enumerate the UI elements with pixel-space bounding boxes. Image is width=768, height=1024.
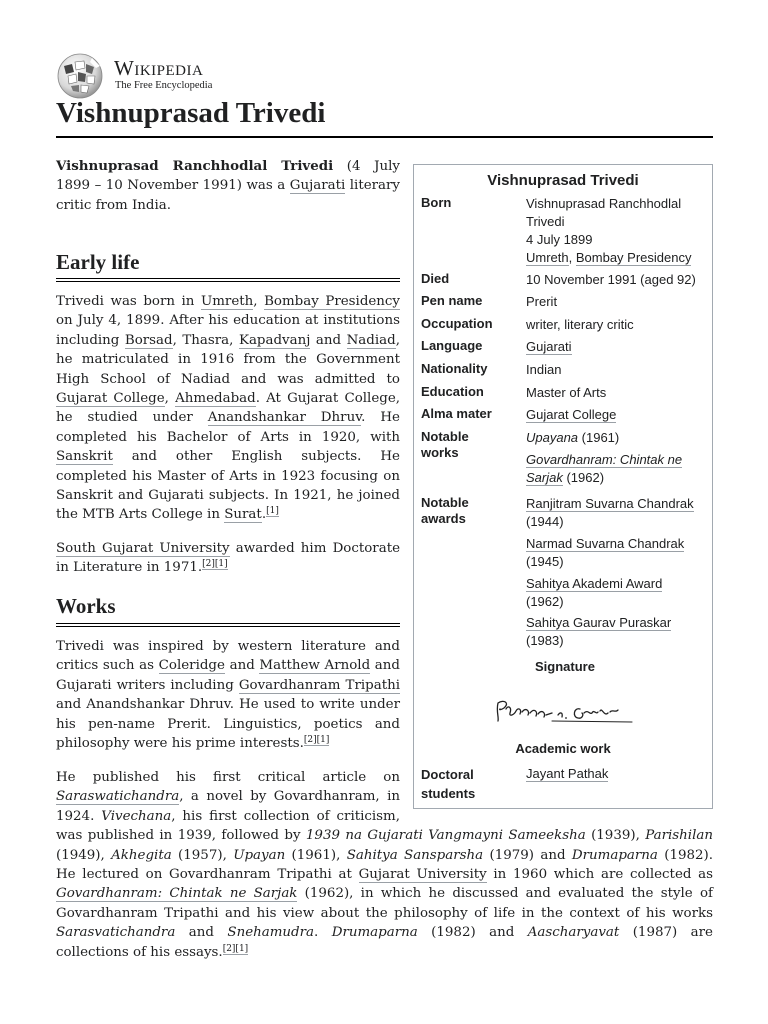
reference-link[interactable]: [2][1] <box>202 559 228 570</box>
infobox-value: writer, literary critic <box>526 317 634 332</box>
link-gujarati[interactable]: Gujarati <box>289 178 346 194</box>
section-divider <box>56 623 400 627</box>
title-divider <box>56 136 713 138</box>
infobox-academic-heading: Academic work <box>515 741 611 756</box>
infobox-value <box>526 765 708 783</box>
subject-name: Vishnuprasad Ranchhodlal Trivedi <box>56 158 334 174</box>
infobox-signature-heading: Signature <box>535 659 595 674</box>
infobox-value: Prerit <box>526 294 558 309</box>
reference-link[interactable]: [1] <box>266 506 279 517</box>
infobox <box>413 164 713 809</box>
link-gujarat-college[interactable]: Gujarat College <box>56 391 165 407</box>
infobox-label: Doctoral students <box>421 767 476 801</box>
infobox-label: Pen name <box>421 293 483 308</box>
link-gujarati[interactable]: Gujarati <box>526 339 572 354</box>
link-saraswatichandra[interactable]: Saraswatichandra <box>56 789 180 805</box>
link-umreth[interactable]: Umreth <box>200 294 254 309</box>
section-heading-works: Works <box>56 594 116 618</box>
section-heading-early-life: Early life <box>56 250 140 274</box>
infobox-value: Indian <box>526 362 562 377</box>
infobox-title: Vishnuprasad Trivedi <box>487 172 639 189</box>
infobox-value <box>526 406 708 424</box>
infobox-value: Upayana (1961) Govardhanram: Chintak ne Sarjak (1962) <box>526 430 683 485</box>
infobox-value: Ranjitram Suvarna Chandrak (1944) Narmad Suvarna Chandrak (1945) Sahitya Akademi Award (1962) Sahitya Gaurav Puraskar (1983) <box>526 496 694 648</box>
link-surat[interactable]: Surat <box>224 507 262 523</box>
works-paragraph-1: Trivedi was inspired by western literature and critics such as Coleridge and Matthew Arnold and Gujarati writers including Govardhanram Tripathi and Anandshankar Dhruv. He used to write under his pen-name Prerit. Linguistics, poetics and philosophy were his prime interests.[2][1] <box>56 639 400 752</box>
link-bombay-presidency[interactable]: Bombay Presidency <box>575 250 692 265</box>
infobox-value: Vishnuprasad Ranchhodlal Trivedi 4 July 1899 Umreth, Bombay Presidency <box>526 196 692 265</box>
link-narmad-suvarna-chandrak[interactable]: Narmad Suvarna Chandrak <box>526 536 685 551</box>
early-life-paragraph-2: South Gujarat University awarded him Doctorate in Literature in 1971.[2][1] <box>56 540 400 576</box>
early-life-section <box>56 292 400 578</box>
link-matthew-arnold[interactable]: Matthew Arnold <box>259 658 371 674</box>
lead-paragraph: Vishnuprasad Ranchhodlal Trivedi (4 July 1899 – 10 November 1991) was a Gujarati literary critic from India. <box>56 158 400 213</box>
link-anandshankar-dhruv[interactable]: Anandshankar Dhruv <box>207 410 362 426</box>
infobox-label: Died <box>421 271 450 286</box>
infobox-label: Education <box>421 384 484 399</box>
link-nadiad[interactable]: Nadiad <box>346 332 396 348</box>
infobox-label: Occupation <box>421 316 493 331</box>
link-jayant-pathak[interactable]: Jayant Pathak <box>526 766 609 781</box>
link-sanskrit[interactable]: Sanskrit <box>56 449 113 465</box>
link-bombay-presidency[interactable]: Bombay Presidency <box>264 294 401 309</box>
infobox-label: Notable awards <box>421 495 469 526</box>
signature-image <box>492 695 642 731</box>
link-govardhanram-chintak-ne-sarjak[interactable]: Govardhanram: Chintak ne Sarjak <box>526 452 683 485</box>
reference-link[interactable]: [2][1] <box>303 735 330 746</box>
link-gujarat-college[interactable]: Gujarat College <box>526 407 617 422</box>
infobox-value: Master of Arts <box>526 385 607 400</box>
infobox-value <box>526 338 708 356</box>
section-divider <box>56 278 400 282</box>
link-kapadvanj[interactable]: Kapadvanj <box>238 332 311 348</box>
link-sahitya-gaurav-puraskar[interactable]: Sahitya Gaurav Puraskar <box>526 615 672 630</box>
wikipedia-tagline: The Free Encyclopedia <box>115 80 213 91</box>
wikipedia-globe-icon <box>56 52 104 100</box>
reference-link[interactable]: [2][1] <box>222 943 249 954</box>
link-ahmedabad[interactable]: Ahmedabad <box>175 391 256 407</box>
link-umreth[interactable]: Umreth <box>526 250 569 265</box>
infobox-value: 10 November 1991 (aged 92) <box>526 272 696 287</box>
link-sahitya-akademi-award[interactable]: Sahitya Akademi Award <box>526 576 663 591</box>
link-gujarat-university[interactable]: Gujarat University <box>358 867 487 883</box>
link-coleridge[interactable]: Coleridge <box>158 658 225 674</box>
link-ranjitram-suvarna-chandrak[interactable]: Ranjitram Suvarna Chandrak <box>526 496 694 511</box>
works-section <box>56 637 400 753</box>
early-life-paragraph-1: Trivedi was born in Umreth, Bombay Presidency on July 4, 1899. After his education at institutions including Borsad, Thasra, Kapadvanj and Nadiad, he matriculated in 1916 from the Government High School of Nadiad and was admitted to Gujarat College, Ahmedabad. At Gujarat College, he studied under Anandshankar Dhruv. He completed his Bachelor of Arts in 1920, with Sanskrit and other English subjects. He completed his Master of Arts in 1923 focusing on Sanskrit and Gujarati subjects. In 1921, he joined the MTB Arts College in Surat.[1] <box>56 294 401 523</box>
infobox-label: Born <box>421 195 452 210</box>
infobox-label: Language <box>421 338 483 353</box>
infobox-label: Notable works <box>421 429 469 460</box>
infobox-label: Alma mater <box>421 406 492 421</box>
page-title: Vishnuprasad Trivedi <box>56 97 326 129</box>
link-borsad[interactable]: Borsad <box>124 332 173 348</box>
wikipedia-wordmark: Wikipedia <box>114 56 204 80</box>
link-govardhanram-tripathi[interactable]: Govardhanram Tripathi <box>238 677 400 693</box>
infobox-label: Nationality <box>421 361 488 376</box>
works-paragraph-2: He published his first critical article on Saraswatichandra, a novel by Govardhanram, in 1924. Vivechana, his first collection of criticism, was published in 1939, followed by 1939 na Gujarati Vangmayni Sameeksha (1939), Parishilan (1949), Akhegita (1957), Upayan (1961), Sahitya Sansparsha (1979) and Drumaparna (1982). He lectured on Govardhanram Tripathi at Gujarat University in 1960 which are collected as Govardhanram: Chintak ne Sarjak (1962), in which he discussed and evaluated the style of Govardhanram Tripathi and his view about the philosophy of life in the context of his works Sarasvatichandra and Snehamudra. Drumaparna (1982) and Aascharyavat (1987) are collections of his essays.[2][1] <box>56 770 714 960</box>
link-south-gujarat-university[interactable]: South Gujarat University <box>56 540 230 556</box>
link-govardhanram-chintak-ne-sarjak[interactable]: Govardhanram: Chintak ne Sarjak <box>56 886 298 902</box>
lead-section <box>56 157 400 215</box>
